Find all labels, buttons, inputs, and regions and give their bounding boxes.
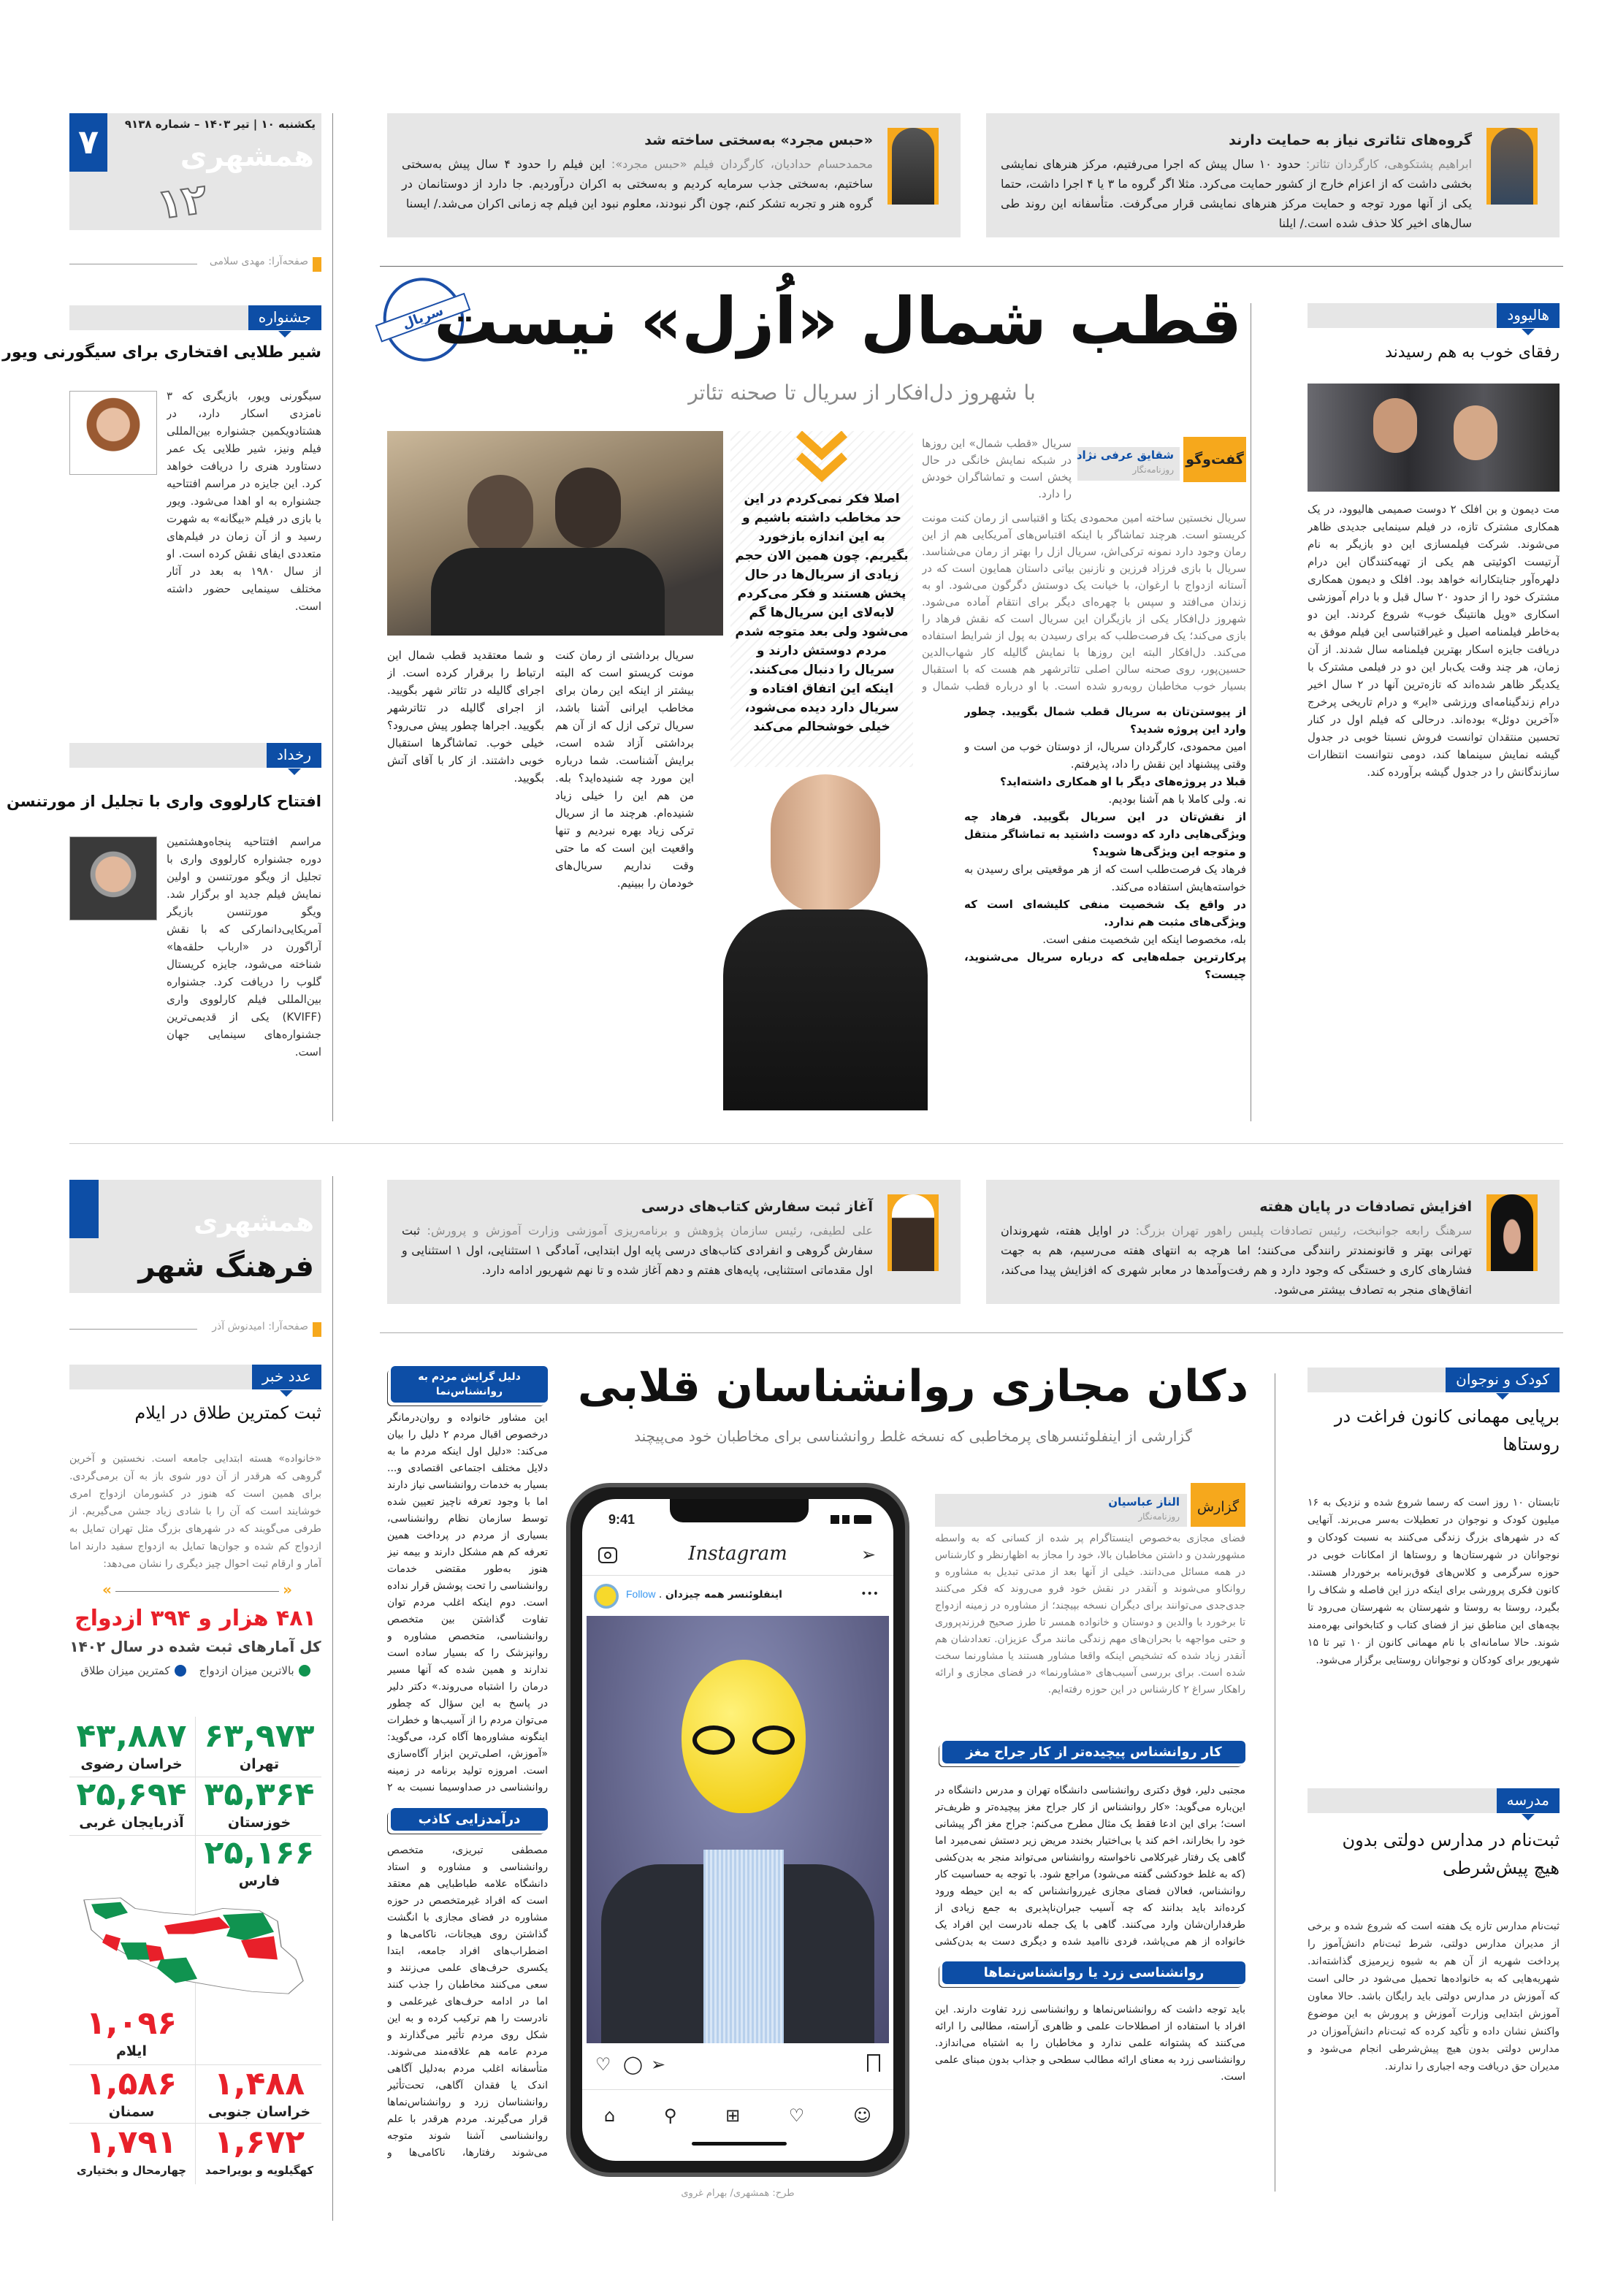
quote-box-theatre: گروه‌های تئاتری نیاز به حمایت دارند ابراهیم پشتکوهی، کارگردان تئاتر: حدود ۱۰ سال پیش که اجرا می‌رفتیم، مرکز هنرهای نمایشی بخشی داشت که از اعزام خارج از کشور حمایت می‌کرد. مثلا اگر گروه ما ۳ یا ۴ اجرا داشت، حتما یکی از آنها مورد توجه و حمایت مرکز هنرهای نمایشی قرار می‌گرفت. متأسفانه این روند طی سال‌های اخیر کلا حذف شده است./ ایلنا bbox=[986, 113, 1560, 237]
stat-divorce-ilam: ۱,۰۹۶ ایلام bbox=[85, 2005, 178, 2059]
report-section-1: مجتبی دلیر، فوق دکتری روانشناسی دانشگاه تهران و مدرس دانشگاه در این‌باره می‌گوید: «کار روانشناس از کار جراح مغز پیچیده‌تر و ظریف‌تر است؛ برای این ادعا فقط یک مثال مطرح می‌کنم: جراح مغز اگر پیشانی خود را بخاراند، اخم کند یا بی‌اختیار بخندد مریض زیر دستش نمی‌میرد اما گاهی یک رفتار غیرکلامی ناخواسته روانشناس می‌تواند منجر به بدن‌کشی (که به غلط خودکشی گفته می‌شود) مراجع شود. با توجه به حساسیت کار روانشناس، فعالان فضای مجازی غیرروانشناس که به این حیطه ورود کرده‌اند باید بدانند که چه آسیب جبران‌ناپذیری به جمع زیادی از طرفداران‌شان وارد می‌کنند. گاهی با یک جمله نادرست این افراد یک خانواده از هم می‌پاشد، فردی ناامید شده و دیگری دست به بدن‌کشی bbox=[935, 1785, 1245, 1948]
page-number: ۷ bbox=[69, 113, 107, 172]
interview-tag: گفت‌وگو bbox=[1183, 437, 1246, 482]
sidebar-text-fake-income: مصطفی تبریزی، متخصص روانشناسی و مشاوره و استاد دانشگاه علامه طباطبایی هم معتقد است که افراد غیرمتخصص در حوزه مشاوره در فضای مجازی با انگشت گذاشتن روی هیجانات، ناکامی‌ها و اضطراب‌های افراد جامعه، ابتدا یکسری حرف‌های علمی می‌زنند و سعی می‌کنند مخاطبان را جذب کنند اما در ادامه حرف‌های غیرعلمی و نادرست را هم ترکیب کرده و به این شکل روی مردم تأثیر می‌گذارند و مردم عامه هم علاقه‌مند می‌شوند. متأسفانه اغلب مردم به‌دلیل آگاهی اندک یا فقدان آگاهی، تحت‌تأثیر روانشناسان زرد و روانشناس‌نماها قرار می‌گیرند. مردم هرقدر با علم روانشناسی آشنا شوند متوجه می‌شوند رفتارها، ناکامی‌ها و bbox=[387, 1845, 548, 2159]
cast-photo bbox=[387, 431, 723, 636]
event-headline: افتتاح کارلووی واری با تجلیل از مورتنسن bbox=[6, 793, 321, 810]
sidebar-text-reasons: این مشاور خانواده و روان‌درمانگر درخصوص اقبال مردم ۲ دلیل را بیان می‌کند: «دلیل اول اینکه مردم ما به دلایل مختلف اجتماعی اقتصادی و... بسیار به خدمات روانشناسی نیاز دارند اما با وجود تعرفه ناچیز تعیین شده توسط سازمان نظام روانشناسی، بسیاری از مردم در پرداخت همین تعرفه کم هم مشکل دارند و بیمه نیز هنوز به‌طور مقتضی خدمات روانشناسی را تحت پوشش قرار نداده است. دوم اینکه اغلب مردم توان تفاوت گذاشتن بین متخصص روانشناسی، متخصص مشاوره و روانپزشک را که بسیار ساده است ندارند و همین شده که آنها مسیر درمان را اشتباه می‌روند.» دکتر دلیر در پاسخ به این سؤال که چطور می‌توان مردم را از آسیب‌ها و خطرات اینگونه مشاوره‌ها آگاه کرد، می‌گوید: «آموزش، اصلی‌ترین ابزار آگاه‌سازی است. امروزه تولید برنامه در زمینه روانشناسی در صداوسیما نسبت به ۲ bbox=[387, 1412, 548, 1793]
phone-mockup bbox=[566, 1483, 909, 2177]
search-icon[interactable]: ⚲ bbox=[663, 2105, 677, 2126]
home-icon[interactable]: ⌂ bbox=[604, 2105, 616, 2126]
stats-summary bbox=[69, 1604, 321, 1679]
account-row: Follow . اینفلوئنسر همه چیزدان bbox=[626, 1588, 782, 1601]
qa-column-left: و شما معتقدید قطب شمال این ارتباط را برقرار کرده است. از اجرای گالیله در تئاتر شهر بگویید. از اجرای گالیله در تئاترشهر بگویید. اجراها چطور پیش می‌رود؟ خیلی خوب. تماشاگرها استقبال خوبی داشتند. از کار با آقای آتش بگویید. bbox=[387, 649, 544, 785]
section-masthead: همشهری فرهنگ شهر bbox=[69, 1180, 321, 1293]
festival-headline: شیر طلایی افتخاری برای سیگورنی ویور bbox=[2, 343, 321, 362]
weaver-photo bbox=[69, 391, 157, 475]
direct-message-icon[interactable]: ➢ bbox=[860, 1544, 876, 1565]
signal-battery-icon bbox=[828, 1515, 871, 1524]
designer-credit: صفحه‌آرا: امیدنوش آذر bbox=[69, 1321, 321, 1338]
pull-quote: اصلا فکر نمی‌کردم در این حد مخاطب داشته باشیم و به این اندازه بازخورد بگیریم. چون همین الان حجم زیادی از سریال‌ها در حال پخش هستند و فکر می‌کردم لابه‌لای این سریال‌ها گم می‌شود ولی بعد متوجه شدم مردم دوستش دارند و سریال را دنبال می‌کنند. اینکه این اتفاق افتاده و سریال دارد دیده می‌شود، خیلی خوشحالم می‌کند bbox=[730, 431, 913, 767]
account-avatar[interactable] bbox=[594, 1584, 619, 1609]
report-tag: گزارش bbox=[1191, 1483, 1245, 1527]
lead-text: سریال «قطب شمال» این روزها در شبکه نمایش خانگی در حال پخش است و تماشاگران خودش را دارد. bbox=[922, 437, 1072, 500]
report-headline: دکان مجازی روانشناسان قلابی bbox=[577, 1361, 1249, 1412]
section-tag-event: رخداد bbox=[267, 743, 321, 768]
sidebar-heading-reasons: دلیل گرایش مردم به روانشناس‌نما bbox=[391, 1366, 548, 1403]
profile-icon[interactable]: ☺ bbox=[852, 2105, 871, 2126]
qa-column-mid: سریال برداشتی از رمان کنت مونت کریستو است که البته بیشتر از اینکه این رمان برای مخاطب ایرانی آشنا باشد، سریال ترکی ازل که از آن هم برداشتی آزاد شده است، برایش آشناست. شما درباره این مورد چه شنیده‌اید؟ بله. من هم این را خیلی زیاد شنیده‌ام. هرچند ما از سریال ترکی زیاد بهره نبردیم و تنها واقعیت این است که ما حتی وقت نداریم سریال‌های خودمان را ببینیم. bbox=[555, 649, 694, 890]
stats-intro: «خانواده» هسته ابتدایی جامعه است. نخستین و آخرین گروهی که هرقدر از آن دور شوی باز به آن برمی‌گردی. برای همین است که هنوز در کشورمان ازدواج امری خوشایند است که آن را با شادی زیاد جشن می‌گیریم. از طرفی می‌گویند که در شهرهای بزرگ مثل تهران تمایل به ازدواج کم شده و جوان‌ها تمایل به ازدواج سفید دارند اما آمار و ارقام ثبت احوال چیز دیگری را نشان می‌دهد: bbox=[69, 1453, 321, 1570]
school-headline: ثبت‌نام در مدارس دولتی بدون هیچ پیش‌شرطی bbox=[1342, 1830, 1560, 1878]
chevron-down-icon bbox=[795, 431, 849, 482]
activity-icon[interactable]: ♡ bbox=[788, 2105, 805, 2126]
masthead-logo: همشهری bbox=[180, 140, 314, 173]
share-icon[interactable]: ➢ bbox=[651, 2054, 666, 2075]
school-text: ثبت‌نام مدارس تازه یک هفته است که شروع شده و برخی از مدیران مدارس دولتی، شرط ثبت‌نام دانش‌آموز را پرداخت شهریه از آن هم به شیوه زیرمیزی گذاشته‌اند. شهریه‌هایی که به خانواده‌ها تحمیل می‌شود در حالی است که آموزش در مدارس دولتی باید رایگان باشد. حالا معاون آموزش ابتدایی وزارت آموزش و پرورش به این موضوع واکنش نشان داده و تأکید کرده که ثبت‌نام دانش‌آموزان در مدارس دولتی بدون هیچ پیش‌شرطی انجام می‌شود و مدیران حق دریافت وجه اجباری را ندارند. bbox=[1308, 1921, 1560, 2072]
stat-divorce-south-khorasan: ۱,۴۸۸ خراسان جنوبی bbox=[207, 2065, 311, 2120]
report-author-block: الناز عباسیان روزنامه‌نگار bbox=[935, 1494, 1187, 1527]
kids-text: تابستان ۱۰ روز است که رسما شروع شده و نزدیک به ۱۶ میلیون کودک و نوجوان در تعطیلات به‌سر می‌برند. آنهایی که در شهرهای بزرگ زندگی می‌کنند به نسبت کودکان و نوجوانان در شهرستان‌ها و روستاها از امکانات خوبی در حوزه سرگرمی و کلاس‌های فوق‌برنامه برخوردار هستند. کانون فکری پرورشی برای اینکه درز این فاصله و شکاف را بگیرد، روستا به روستا و شهرستان به شهرستان می‌رود تا بچه‌های این مناطق نیز از فضای کتاب و کتابخوانی بهره‌مند شوند. حالا سامانه‌ای با نام مهمانی کانون از ۱۰ تیر تا ۱۵ شهریور برای کودکان و نوجوانان روستایی برگزار می‌شود. bbox=[1308, 1497, 1560, 1666]
account-name: اینفلوئنسر همه چیزدان bbox=[665, 1589, 782, 1601]
kids-headline: برپایی مهمانی کانون فراغت در روستاها bbox=[1334, 1406, 1560, 1454]
bottom-tab-bar bbox=[604, 2105, 871, 2130]
damon-affleck-photo bbox=[1308, 384, 1560, 492]
designer-credit: صفحه‌آرا: مهدی سلامی bbox=[69, 256, 321, 273]
stat-divorce-chaharmahal: ۱,۷۹۱ چهارمحال و بختیاری bbox=[76, 2124, 187, 2177]
post-image bbox=[587, 1616, 889, 2043]
portrait-photo bbox=[888, 1194, 939, 1271]
total-marriages: ۴۸۱ هزار و ۳۹۴ ازدواج bbox=[75, 1606, 316, 1631]
intro-text: سریال نخستین ساخته امین محمودی یکتا و اقتباسی از رمان کنت مونت کریستو است. هرچند تماشاگر با اینکه اقتباس‌های آمریکایی هم از این رمان وجود دارد نمونه ترکی‌اش، سریال ازل را بهتر از رمان می‌شناسد. سریال با بازی فرزاد فرزین و نازنین بیاتی داستان همایون است که در آستانه ازدواج با ارغوان، با خیانت یک دوستش دگرگون می‌شود. او به زندان می‌افتد و سپس با چهره‌ای دیگر برای انتقام آماده می‌شود. شهروز دل‌افکار یکی از بازیگران این سریال است که نقش فرهاد را بازی می‌کند؛ یک فرصت‌طلب که برای رسیدن به پول از شرایط استفاده می‌کند. دل‌افکار البته این روزها با نمایش گالیله کار شهاب‌الدین حسین‌پور، روی صحنه سالن اصلی تئاترشهر هم هست که با استقبال بسیار خوب مخاطبان روبه‌رو شده است. با او درباره قطب شمال و bbox=[922, 511, 1246, 693]
follow-button[interactable]: Follow bbox=[626, 1588, 656, 1600]
quote-box-habs: «حبس مجرد» به‌سختی ساخته شد محمدحسام حدادیان، کارگردان فیلم «حبس مجرد»: این فیلم را حدود ۴ سال پیش به‌سختی ساختیم، به‌سختی جذب سرمایه کردیم و به‌سختی به اکران درآوردیم. جا دارد از دوستانمان در گروه هنر و تجربه تشکر کنم، چون اگر نبودند، معلوم نبود این فیلم چه زمانی اکران می‌شد./ ایسنا bbox=[387, 113, 961, 237]
actor-portrait bbox=[701, 774, 950, 1110]
author-name: شقایق عرفی نژاد bbox=[1076, 449, 1174, 462]
glasses-icon bbox=[692, 1725, 795, 1755]
main-headline: قطب شمال «اُزل» نیست bbox=[434, 283, 1242, 359]
more-options-icon[interactable]: ••• bbox=[860, 1588, 879, 1600]
post-actions bbox=[595, 2054, 880, 2076]
stat-marriage-west-azarbaijan: ۲۵,۶۹۴ آذربایجان غربی bbox=[76, 1776, 187, 1831]
iran-map bbox=[77, 1896, 318, 1998]
stat-divorce-kohgiluyeh: ۱,۶۷۲ کهگیلویه و بویراحمد bbox=[205, 2124, 314, 2177]
portrait-photo bbox=[888, 128, 939, 205]
qa-column-right: از پیوستن‌تان به سریال قطب شمال بگویید. چطور وارد این پروژه شدید؟ امین محمودی، کارگردان سریال، از دوستان خوب من است و وقتی پیشنهاد این نقش را داد، پذیرفتم. قبلا در پروژه‌های دیگر با او همکاری داشته‌اید؟ نه. ولی کاملا با هم آشنا بودیم. از نقش‌تان در این سریال بگویید. فرهاد چه ویژگی‌هایی دارد که دوست داشتید به تماشاگر منتقل و متوجه این ویژگی‌ها شوید؟ فرهاد یک فرصت‌طلب است که از هر موقعیتی برای رسیدن به خواسته‌هایش استفاده می‌کند. در واقع یک شخصیت منفی کلیشه‌ای است که ویژگی‌های مثبت هم ندارد. بله، مخصوصا اینکه این شخصیت منفی است. پرکارترین جمله‌هایی که درباره سریال می‌شنوید، چیست؟ bbox=[964, 705, 1246, 981]
stat-divorce-semnan: ۱,۵۸۶ سمنان bbox=[85, 2065, 178, 2120]
comment-icon[interactable]: ◯ bbox=[623, 2054, 643, 2075]
festival-text: سیگورنی ویور، بازیگری که ۳ نامزدی اسکار دارد، در هشتادویکمین جشنواره بین‌المللی فیلم ونیز، شیر طلایی یک عمر دستاورد هنری را دریافت خواهد کرد. این جایزه در مراسم افتتاحیه جشنواره به او اهدا می‌شود. ویور با بازی در فیلم «بیگانه» به شهرت رسید و از آن زمان در فیلم‌های متعددی ایفای نقش کرده است. او از سال ۱۹۸۰ به بعد در آثار مختلف سینمایی حضور داشته است. bbox=[167, 389, 321, 613]
section-tag-hollywood: هالیوود bbox=[1497, 303, 1560, 328]
shirt bbox=[703, 1850, 784, 2043]
stat-marriage-fars: ۲۵,۱۶۶ فارس bbox=[204, 1834, 315, 1889]
divider-quote-marks: » « bbox=[102, 1581, 292, 1598]
serial-stamp: سریال bbox=[372, 267, 476, 373]
status-time: 9:41 bbox=[608, 1512, 635, 1527]
report-section-2: باید توجه داشت که روانشناس‌نماها و روانشناسی زرد تفاوت دارند. این افراد با استفاده از اصطلاحات علمی و ظاهری آراسته، مطالبی را ارائه می‌کنند که پشتوانه علمی ندارد و مخاطبان را به اشتباه می‌اندازد. روانشناسی زرد به معنای ارائه مطالب سطحی و جذاب بدون مبنای علمی است. bbox=[935, 2004, 1245, 2083]
bookmark-icon[interactable] bbox=[867, 2054, 880, 2072]
subheading-brain-surgeon: کار روانشناس پیچیده‌تر از کار جراح مغز bbox=[942, 1741, 1245, 1763]
hollywood-headline: رفقای خوب به هم رسیدند bbox=[1385, 343, 1560, 362]
instagram-logo: Instagram bbox=[688, 1543, 787, 1565]
portrait-photo bbox=[1486, 1194, 1538, 1271]
hollywood-text: مت دیمون و بن افلک ۲ دوست صمیمی هالیوود، در یک همکاری مشترک تازه، در فیلم سینمایی جدیدی ظاهر می‌شوند. شرکت فیلمسازی این دو بازیگر به نام آرتیست اکوئیتی هم یکی از تهیه‌کنندگان این درام دلهره‌آور جنایتکارانه خواهد بود. افلک و دیمون همکاری مشترک خود را از حدود ۲۰ سال قبل و با درام آموزشی اسکاری «ویل هانتینگ خوب» شروع کردند. این دو به‌خاطر فیلمنامه اصیل و غیراقتباسی این فیلم موفق به دریافت جایزه اسکار بهترین فیلمنامه سال شدند. از آن زمان، هر چند وقت یک‌بار این دو در فیلمی مشترک با یکدیگر ظاهر شده‌اند که تازه‌ترین آنها در ۲ سال اخیر درام زندگینامه‌ای ورزشی «ایر» و درام تاریخی پرخرج «آخرین دوئل» بوده‌اند. درحالی که فیلم اول در کنار تحسین منتقدان توانست فروش نسبتا خوبی در جدول گیشه نمایش سینماها کند، دومی نتوانست انتظارات سازندگانش را در جدول گیشه برآورده کند. bbox=[1308, 503, 1560, 779]
camera-icon[interactable] bbox=[598, 1547, 617, 1563]
add-post-icon[interactable]: ⊞ bbox=[725, 2105, 741, 2126]
report-intro: فضای مجازی به‌خصوص اینستاگرام پر شده از کسانی که به واسطه مشهورشدن و داشتن مخاطبان بالا، خود را مجاز به اظهارنظر و کارشناس در همه مسائل می‌دانند. خیلی از آنها بعد از مدتی تبدیل به مشاوره و روانکاو می‌شوند و آنقدر در نقش خود فرو می‌روند که فکر می‌کنند جدی‌جدی می‌توانند برای دیگران نسخه بپیچند؛ از مشاوره در زمینه ازدواج تا برخورد با والدین و دوستان و خانواده همسر تا طرز صحیح فرزندپروری و حتی مواجهه با بحران‌های مهم زندگی مانند مرگ عزیزان. تعدادشان هم آنقدر زیاد شده که تشخیص اینکه واقعا مشاور هستند یا مشاورنما سخت شده است. برای بررسی آسیب‌های «مشاورنما» در فضای مجازی و ارائه راهکار سراغ ۲ کارشناس در این حوزه رفته‌ایم. bbox=[935, 1533, 1245, 1696]
stats-headline: ثبت کمترین طلاق در ایلام bbox=[134, 1403, 321, 1423]
masthead bbox=[69, 113, 321, 230]
dateline: یکشنبه ۱۰ | تیر ۱۴۰۳ – شماره ۹۱۳۸ bbox=[124, 118, 316, 131]
stat-marriage-tehran: ۶۳,۹۷۳ تهران bbox=[204, 1717, 315, 1772]
report-subtitle: گزارشی از اینفلوئنسرهای پرمخاطبی که نسخه غلط روانشناسی برای مخاطبان خود می‌پیچند bbox=[634, 1427, 1192, 1445]
stat-marriage-khorasan-razavi: ۴۳,۸۸۷ خراسان رضوی bbox=[76, 1717, 187, 1772]
section-tag-kids: کودک و نوجوان bbox=[1446, 1368, 1560, 1392]
total-caption: کل آمارهای ثبت شده در سال ۱۴۰۲ bbox=[69, 1638, 321, 1655]
section-tag-festival: جشنواره bbox=[248, 305, 321, 330]
event-text: مراسم افتتاحیه پنجاه‌وهشتمین دوره جشنواره کارلووی واری با تجلیل از ویگو مورتنسن و اولین نمایش فیلم جدید او برگزار شد. ویگو مورتنسن بازیگر آمریکایی‌دانمارکی که با نقش آراگورن در «ارباب حلقه‌ها» شناخته می‌شود، جایزه کریستال گلوب را دریافت کرد. جشنواره بین‌المللی فیلم کارلووی واری (KVIFF) یکی از قدیمی‌ترین جشنواره‌های سینمایی جهان است. bbox=[167, 835, 321, 1059]
sidebar-heading-fake-income: درآمدزایی کاذب bbox=[391, 1808, 548, 1831]
film-strip-logo: ۱۲ bbox=[153, 175, 210, 229]
mortensen-photo bbox=[69, 836, 157, 920]
like-icon[interactable]: ♡ bbox=[595, 2054, 611, 2075]
legend: بالاترین میزان ازدواج کمترین میزان طلاق bbox=[80, 1663, 310, 1679]
quote-box-textbooks: آغاز ثبت سفارش کتاب‌های درسی علی لطیفی، رئیس سازمان پژوهش و برنامه‌ریزی آموزشی وزارت آموزش و پرورش: ثبت سفارش گروهی و انفرادی کتاب‌های درسی پایه اول ابتدایی، آمادگی ۱ استثنایی، اول ۱ استثنایی و اول مقدماتی استثنایی، پایه‌های هفتم و دهم آغاز شده و تا نهم شهریور ادامه دارد. bbox=[387, 1180, 961, 1304]
author-block: شقایق عرفی نژاد روزنامه‌نگار bbox=[1077, 447, 1180, 481]
section-tag-school: مدرسه bbox=[1497, 1788, 1560, 1813]
stat-marriage-khuzestan: ۳۵,۳۶۴ خوزستان bbox=[204, 1776, 315, 1831]
portrait-photo bbox=[1486, 128, 1538, 205]
subheading-yellow-psychology: روانشناسی زرد یا روانشناس‌نماها bbox=[942, 1961, 1245, 1984]
section-logo: فرهنگ شهر bbox=[138, 1250, 314, 1284]
quote-box-accidents: افزایش تصادفات در پایان هفته سرهنگ رابعه جوانبخت، رئیس تصادفات پلیس راهور تهران بزرگ: در اوایل هفته، شهروندان تهرانی بهتر و قانونمندتر رانندگی می‌کنند؛ اما هرچه به انتهای هفته می‌رسیم، هم به جهت فشارهای کاری و خستگی که وجود دارد و هم رفت‌وآمدها در معابر شهری که افزایش پیدا می‌کند، اتفاق‌های منجر به تصادف بیشتر می‌شود. bbox=[986, 1180, 1560, 1304]
illustration-credit: طرح: همشهری/ بهرام غروی bbox=[681, 2188, 795, 2199]
section-tag-number: عدد خبر bbox=[252, 1365, 321, 1389]
main-subtitle: با شهروز دل‌افکار از سریال تا صحنه تئاتر bbox=[688, 381, 1036, 405]
